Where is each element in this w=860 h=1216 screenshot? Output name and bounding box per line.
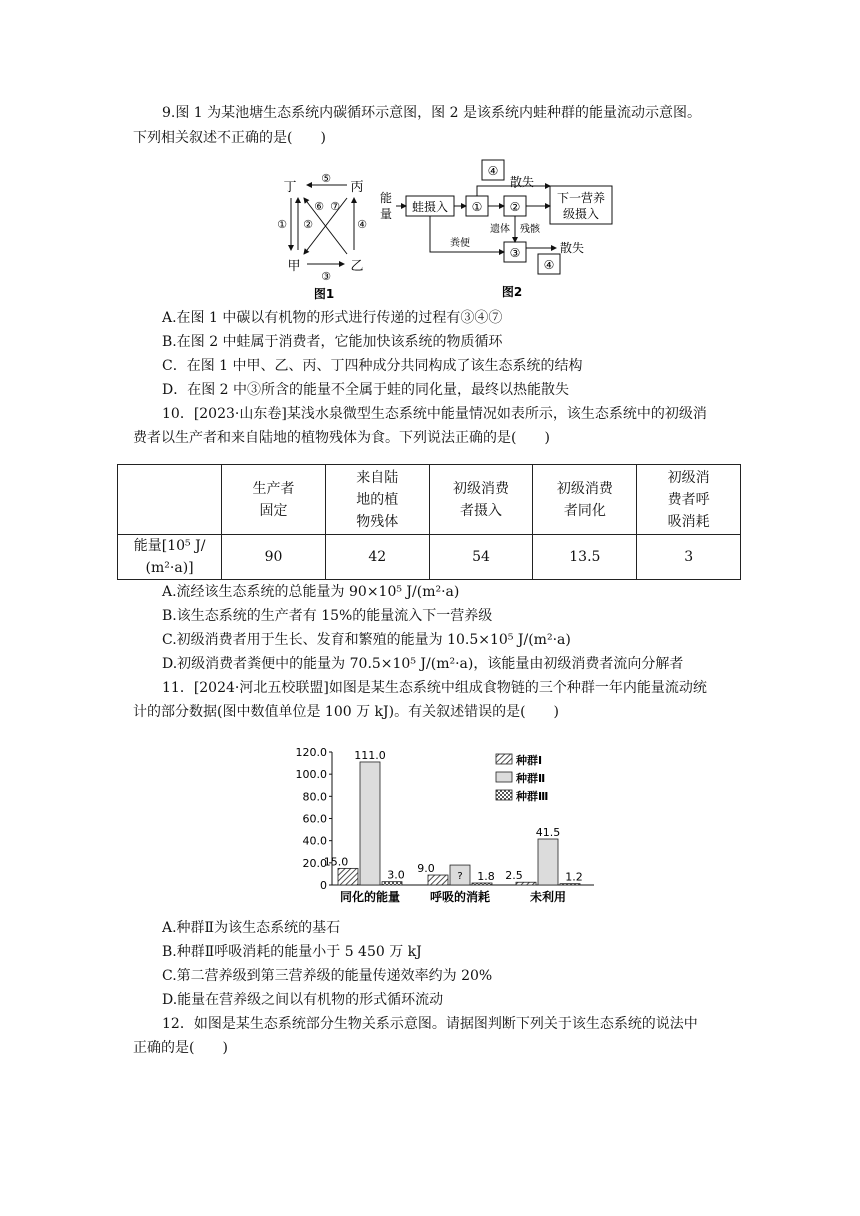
header-text: 吸消耗	[667, 513, 710, 530]
bar-label: 41.5	[535, 826, 561, 840]
bar-label: 3.0	[387, 868, 405, 882]
y-tick-label: 0	[320, 879, 327, 892]
bar-label: 111.0	[354, 748, 386, 762]
fig2-box-1: ①	[471, 200, 483, 214]
q10-option-c: C.初级消费者用于生长、发育和繁殖的能量为 10.5×10⁵ J/(m²·a)	[162, 632, 571, 648]
bar	[516, 882, 536, 885]
table-cell: 13.5	[533, 535, 637, 580]
bar	[428, 875, 448, 885]
q10-stem-line1: 10．[2023·山东卷]某浅水泉微型生态系统中能量情况如表所示，该生态系统中的初级消	[162, 406, 707, 422]
fig2-box-4a: ④	[487, 164, 499, 178]
fig2-next-2: 级摄入	[562, 207, 600, 221]
header-text: 固定	[259, 502, 288, 519]
y-tick-label: 80.0	[302, 790, 327, 804]
legend-swatch	[496, 790, 512, 800]
bar-label: 9.0	[417, 862, 435, 876]
fig2-loss-2: 散失	[560, 241, 585, 255]
fig2-remains: 遗体	[490, 224, 510, 235]
header-text: 费者呼	[667, 491, 710, 508]
bar-label: ?	[457, 871, 463, 883]
carbon-cycle-figure	[272, 172, 382, 302]
table-header-land-plants	[325, 465, 429, 535]
fig1-label-3: ③	[321, 270, 331, 283]
header-text: 者同化	[563, 502, 606, 519]
bar	[560, 884, 580, 885]
bar	[382, 882, 402, 885]
fig1-label-2: ②	[303, 218, 313, 231]
x-category-label: 同化的能量	[339, 890, 401, 904]
bar	[472, 883, 492, 885]
fig2-residue: 残骸	[520, 224, 540, 235]
q9-option-a: A.在图 1 中碳以有机物的形式进行传递的过程有③④⑦	[162, 310, 503, 326]
legend-label: 种群Ⅰ	[516, 754, 543, 767]
header-text: 地的植	[356, 491, 399, 508]
bar-label: 2.5	[505, 869, 523, 883]
bar-label: 1.2	[565, 870, 583, 884]
x-category-label: 未利用	[529, 890, 567, 904]
table-cell: 3	[637, 535, 741, 580]
y-tick-label: 100.0	[295, 768, 327, 782]
q9-option-c: C．在图 1 中甲、乙、丙、丁四种成分共同构成了该生态系统的结构	[162, 358, 583, 374]
energy-flow-figure	[378, 156, 618, 302]
header-text: 生产者	[252, 480, 295, 497]
y-tick-label: 20.0	[302, 856, 327, 870]
bar	[338, 868, 358, 885]
fig2-box-3: ③	[509, 246, 521, 260]
energy-bar-chart	[290, 742, 610, 912]
header-text: 来自陆	[356, 469, 399, 486]
fig2-box-2: ②	[509, 200, 521, 214]
q11-option-d: D.能量在营养级之间以有机物的形式循环流动	[162, 992, 444, 1008]
bar	[538, 839, 558, 885]
legend-swatch	[496, 754, 512, 764]
fig2-loss-1: 散失	[510, 175, 535, 189]
bar-label: 1.8	[477, 870, 495, 884]
header-text: 者摄入	[460, 502, 502, 519]
fig2-box-4b: ④	[543, 258, 555, 272]
q11-stem-line2: 计的部分数据(图中数值单位是 100 万 kJ)。有关叙述错误的是( )	[133, 704, 560, 720]
fig2-feces: 粪便	[450, 238, 470, 249]
fig2-caption: 图2	[501, 285, 523, 299]
table-cell: 54	[429, 535, 533, 580]
table-row	[118, 535, 741, 580]
header-text: 初级消	[667, 469, 710, 486]
fig2-next-1: 下一营养	[556, 191, 606, 205]
q12-stem-line1: 12．如图是某生态系统部分生物关系示意图。请据图判断下列关于该生态系统的说法中	[162, 1016, 698, 1032]
bar	[360, 762, 380, 885]
q9-option-b: B.在图 2 中蛙属于消费者，它能加快该系统的物质循环	[162, 334, 503, 350]
table-cell: 90	[222, 535, 326, 580]
q10-option-b: B.该生态系统的生产者有 15%的能量流入下一营养级	[162, 608, 493, 624]
q9-stem-line1: 9.图 1 为某池塘生态系统内碳循环示意图，图 2 是该系统内蛙种群的能量流动示意图。	[162, 105, 701, 121]
fig1-jia: 甲	[287, 259, 301, 274]
table-row-label	[118, 535, 222, 580]
x-category-label: 呼吸的消耗	[429, 890, 491, 904]
table-header-producer	[222, 465, 326, 535]
legend-label: 种群Ⅲ	[516, 790, 549, 803]
fig1-yi: 乙	[350, 259, 364, 274]
y-tick-label: 60.0	[302, 812, 327, 826]
q11-stem-line1: 11．[2024·河北五校联盟]如图是某生态系统中组成食物链的三个种群一年内能量流动统	[162, 680, 707, 696]
header-text: 物残体	[356, 513, 399, 530]
fig2-neng: 能	[379, 191, 393, 205]
y-tick-label: 120.0	[295, 746, 327, 759]
fig1-label-1: ①	[277, 218, 287, 231]
fig1-ding: 丁	[283, 180, 297, 195]
table-corner-cell	[118, 465, 222, 535]
table-cell: 42	[325, 535, 429, 580]
row-label-text: 能量[10⁵ J/	[133, 538, 206, 554]
energy-table	[117, 464, 741, 580]
header-text: 初级消费	[556, 480, 613, 497]
q11-option-b: B.种群Ⅱ呼吸消耗的能量小于 5 450 万 kJ	[162, 944, 422, 960]
bar-label: 15.0	[323, 855, 349, 869]
header-text: 初级消费	[453, 480, 509, 497]
fig2-frog-intake: 蛙摄入	[411, 200, 449, 214]
q11-option-c: C.第二营养级到第三营养级的能量传递效率约为 20%	[162, 968, 493, 984]
table-header-row	[118, 465, 741, 535]
fig1-bing: 丙	[350, 180, 364, 195]
fig1-label-7: ⑦	[330, 200, 340, 213]
fig1-caption: 图1	[313, 287, 335, 301]
fig1-label-6: ⑥	[314, 200, 324, 213]
legend-label: 种群Ⅱ	[516, 772, 546, 785]
fig2-liang: 量	[379, 207, 393, 221]
q10-option-d: D.初级消费者粪便中的能量为 70.5×10⁵ J/(m²·a)，该能量由初级消费者流向分解者	[162, 656, 684, 672]
legend-swatch	[496, 772, 512, 782]
q10-stem-line2: 费者以生产者和来自陆地的植物残体为食。下列说法正确的是( )	[133, 430, 550, 446]
y-tick-label: 40.0	[302, 834, 327, 848]
table-header-intake	[429, 465, 533, 535]
fig1-label-4: ④	[357, 218, 367, 231]
q9-stem-line2: 下列相关叙述不正确的是( )	[133, 130, 326, 146]
table-header-respiration	[637, 465, 741, 535]
table-header-assimilation	[533, 465, 637, 535]
q11-option-a: A.种群Ⅱ为该生态系统的基石	[162, 920, 341, 936]
fig1-label-5: ⑤	[321, 172, 331, 185]
row-label-text: (m²·a)]	[145, 560, 194, 576]
q10-option-a: A.流经该生态系统的总能量为 90×10⁵ J/(m²·a)	[162, 584, 460, 600]
q9-option-d: D．在图 2 中③所含的能量不全属于蛙的同化量，最终以热能散失	[162, 382, 570, 398]
q12-stem-line2: 正确的是( )	[133, 1040, 228, 1056]
